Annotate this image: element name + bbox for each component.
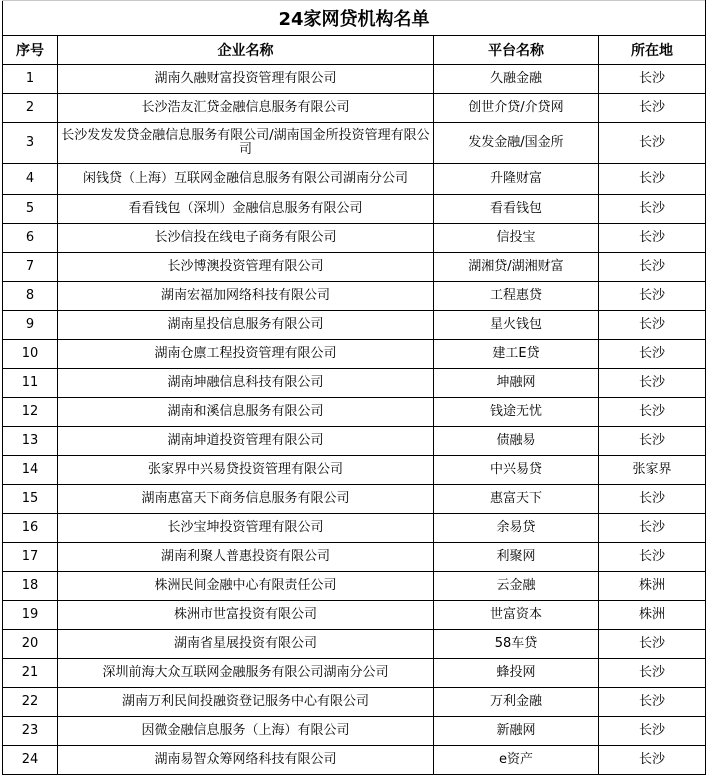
cell-location[interactable]: 长沙 [599,253,706,282]
cell-platform[interactable]: 星火钱包 [434,311,599,340]
cell-platform[interactable]: 升隆财富 [434,164,599,195]
cell-location[interactable]: 长沙 [599,746,706,775]
cell-no[interactable]: 13 [3,427,58,456]
title-row [3,1,706,36]
cell-location[interactable]: 长沙 [599,398,706,427]
cell-platform[interactable]: 万利金融 [434,688,599,717]
cell-no[interactable]: 12 [3,398,58,427]
table-row [3,195,706,224]
cell-platform[interactable]: 世富资本 [434,601,599,630]
cell-company[interactable]: 株洲市世富投资有限公司 [58,601,434,630]
cell-platform[interactable]: 久融金融 [434,65,599,94]
cell-location[interactable]: 长沙 [599,427,706,456]
cell-no[interactable]: 1 [3,65,58,94]
cell-location[interactable]: 长沙 [599,164,706,195]
table-row [3,340,706,369]
cell-platform[interactable]: 建工E贷 [434,340,599,369]
cell-no[interactable]: 20 [3,630,58,659]
cell-company[interactable]: 看看钱包（深圳）金融信息服务有限公司 [58,195,434,224]
cell-company[interactable]: 湖南仓廪工程投资管理有限公司 [58,340,434,369]
cell-no[interactable]: 19 [3,601,58,630]
cell-company[interactable]: 湖南宏福加网络科技有限公司 [58,282,434,311]
cell-company[interactable]: 张家界中兴易贷投资管理有限公司 [58,456,434,485]
cell-location[interactable]: 长沙 [599,195,706,224]
cell-location[interactable]: 长沙 [599,282,706,311]
cell-location[interactable]: 长沙 [599,659,706,688]
cell-location[interactable]: 长沙 [599,514,706,543]
cell-company[interactable]: 湖南坤道投资管理有限公司 [58,427,434,456]
table-row [3,427,706,456]
table-row [3,659,706,688]
cell-company[interactable]: 闲钱贷（上海）互联网金融信息服务有限公司湖南分公司 [58,164,434,195]
table-row [3,253,706,282]
table-row [3,630,706,659]
cell-location[interactable]: 张家界 [599,456,706,485]
cell-no[interactable]: 3 [3,123,58,164]
table-row [3,485,706,514]
cell-location[interactable]: 长沙 [599,311,706,340]
header-no[interactable]: 序号 [3,36,58,65]
cell-platform[interactable]: 余易贷 [434,514,599,543]
table-row [3,224,706,253]
table-row [3,311,706,340]
cell-company[interactable]: 长沙信投在线电子商务有限公司 [58,224,434,253]
cell-no[interactable]: 7 [3,253,58,282]
cell-company[interactable]: 湖南省星展投资有限公司 [58,630,434,659]
cell-platform[interactable]: 信投宝 [434,224,599,253]
cell-location[interactable]: 长沙 [599,543,706,572]
cell-no[interactable]: 22 [3,688,58,717]
cell-platform[interactable]: 工程惠贷 [434,282,599,311]
cell-company[interactable]: 湖南利聚人普惠投资有限公司 [58,543,434,572]
cell-location[interactable]: 长沙 [599,224,706,253]
table-row [3,572,706,601]
cell-no[interactable]: 23 [3,717,58,746]
cell-no[interactable]: 5 [3,195,58,224]
cell-company[interactable]: 长沙博澳投资管理有限公司 [58,253,434,282]
table-row [3,717,706,746]
cell-no[interactable]: 16 [3,514,58,543]
cell-no[interactable]: 18 [3,572,58,601]
cell-company[interactable]: 湖南星投信息服务有限公司 [58,311,434,340]
cell-company[interactable]: 长沙宝坤投资管理有限公司 [58,514,434,543]
table-row [3,282,706,311]
lender-table [2,0,706,775]
cell-platform[interactable]: 债融易 [434,427,599,456]
cell-no[interactable]: 9 [3,311,58,340]
table-row [3,601,706,630]
table-row [3,543,706,572]
table-row [3,164,706,195]
cell-platform[interactable]: 新融网 [434,717,599,746]
cell-no[interactable]: 2 [3,94,58,123]
cell-location[interactable]: 长沙 [599,340,706,369]
table-row [3,398,706,427]
cell-platform[interactable]: 湖湘贷/湖湘财富 [434,253,599,282]
cell-location[interactable]: 株洲 [599,601,706,630]
table-row [3,369,706,398]
table-row [3,65,706,94]
cell-company[interactable]: 因微金融信息服务（上海）有限公司 [58,717,434,746]
cell-platform[interactable]: 云金融 [434,572,599,601]
cell-no[interactable]: 21 [3,659,58,688]
cell-platform[interactable]: 58车贷 [434,630,599,659]
cell-no[interactable]: 8 [3,282,58,311]
cell-location[interactable]: 株洲 [599,572,706,601]
cell-company[interactable]: 湖南坤融信息科技有限公司 [58,369,434,398]
cell-location[interactable]: 长沙 [599,94,706,123]
cell-platform[interactable]: 坤融网 [434,369,599,398]
cell-no[interactable]: 6 [3,224,58,253]
cell-company[interactable]: 湖南和溪信息服务有限公司 [58,398,434,427]
cell-location[interactable]: 长沙 [599,123,706,164]
cell-location[interactable]: 长沙 [599,688,706,717]
header-platform[interactable]: 平台名称 [434,36,599,65]
cell-no[interactable]: 10 [3,340,58,369]
cell-location[interactable]: 长沙 [599,717,706,746]
cell-no[interactable]: 15 [3,485,58,514]
cell-location[interactable]: 长沙 [599,485,706,514]
cell-no[interactable]: 14 [3,456,58,485]
table-title[interactable]: 24家网贷机构名单 [3,1,706,36]
cell-company[interactable]: 深圳前海大众互联网金融服务有限公司湖南分公司 [58,659,434,688]
cell-platform[interactable]: 看看钱包 [434,195,599,224]
table-row [3,123,706,164]
cell-platform[interactable]: e资产 [434,746,599,775]
table-row [3,688,706,717]
table-row [3,456,706,485]
cell-location[interactable]: 长沙 [599,369,706,398]
table-row [3,94,706,123]
header-row [3,36,706,65]
cell-platform[interactable]: 惠富天下 [434,485,599,514]
cell-company[interactable]: 长沙发发发贷金融信息服务有限公司/湖南国金所投资管理有限公司 [58,123,434,164]
cell-platform[interactable]: 创世介贷/介贷网 [434,94,599,123]
cell-no[interactable]: 17 [3,543,58,572]
cell-location[interactable]: 长沙 [599,630,706,659]
cell-platform[interactable]: 利聚网 [434,543,599,572]
cell-company[interactable]: 湖南久融财富投资管理有限公司 [58,65,434,94]
cell-company[interactable]: 湖南万利民间投融资登记服务中心有限公司 [58,688,434,717]
cell-company[interactable]: 湖南惠富天下商务信息服务有限公司 [58,485,434,514]
cell-no[interactable]: 24 [3,746,58,775]
cell-no[interactable]: 11 [3,369,58,398]
cell-platform[interactable]: 中兴易贷 [434,456,599,485]
header-location[interactable]: 所在地 [599,36,706,65]
cell-company[interactable]: 长沙浩友汇贷金融信息服务有限公司 [58,94,434,123]
cell-company[interactable]: 湖南易智众筹网络科技有限公司 [58,746,434,775]
cell-platform[interactable]: 发发金融/国金所 [434,123,599,164]
cell-no[interactable]: 4 [3,164,58,195]
header-company[interactable]: 企业名称 [58,36,434,65]
cell-company[interactable]: 株洲民间金融中心有限责任公司 [58,572,434,601]
cell-location[interactable]: 长沙 [599,65,706,94]
table-body [3,65,706,775]
cell-platform[interactable]: 钱途无忧 [434,398,599,427]
table-row [3,746,706,775]
table-row [3,514,706,543]
cell-platform[interactable]: 蜂投网 [434,659,599,688]
